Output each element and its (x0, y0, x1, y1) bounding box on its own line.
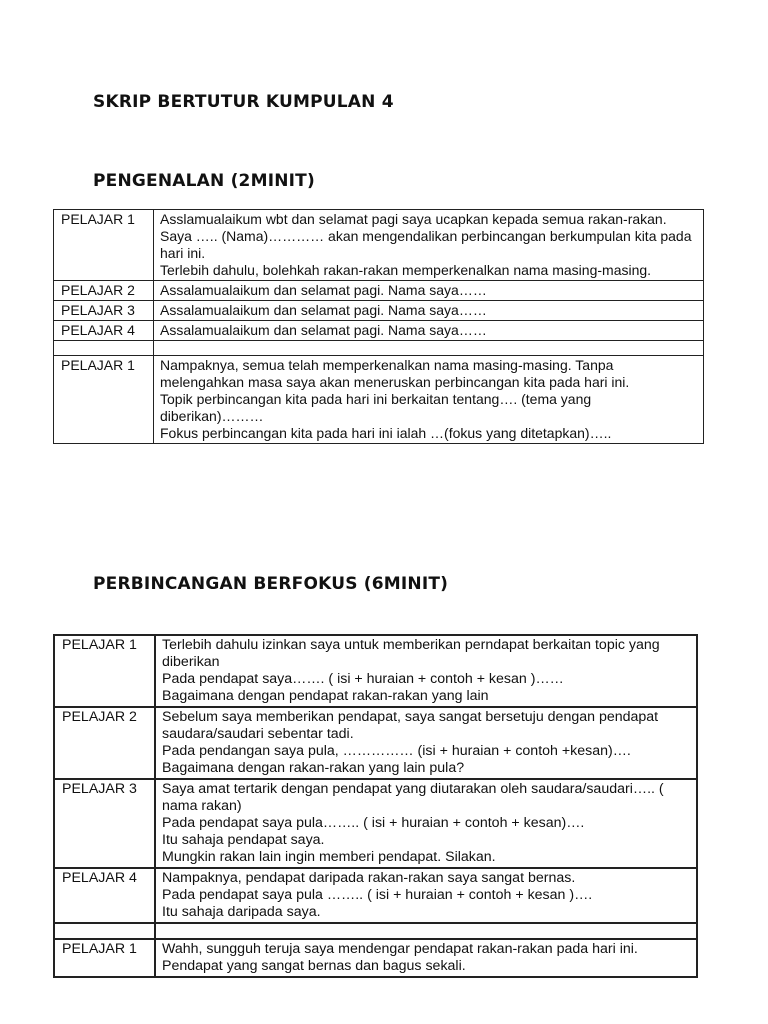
speaker-cell: PELAJAR 4 (54, 868, 155, 923)
dialogue-line: Itu sahaja daripada saya. (162, 904, 321, 920)
table-row (54, 939, 697, 977)
speaker-cell: PELAJAR 3 (54, 301, 154, 321)
speaker-cell (54, 923, 155, 939)
dialogue-line: Fokus perbincangan kita pada hari ini ialah …(fokus yang ditetapkan)….. (160, 425, 612, 441)
speaker-cell: PELAJAR 1 (54, 939, 155, 977)
dialogue-cell (155, 635, 697, 707)
speaker-cell: PELAJAR 1 (54, 635, 155, 707)
dialogue-cell (154, 210, 704, 281)
dialogue-line: Nampaknya, semua telah memperkenalkan nama masing-masing. Tanpa melengahkan masa saya akan meneruskan perbincangan kita pada hari ini. (160, 357, 630, 390)
dialogue-cell (154, 356, 704, 444)
dialogue-line: Bagaimana dengan pendapat rakan-rakan yang lain (162, 688, 489, 704)
table-row (54, 707, 697, 779)
dialogue-line: Pada pendapat saya pula …….. ( isi + huraian + contoh + kesan )…. (162, 887, 593, 903)
dialogue-line: Assalamualaikum dan selamat pagi. Nama saya…… (160, 322, 487, 338)
dialogue-line: Saya amat tertarik dengan pendapat yang diutarakan oleh saudara/saudari….. ( nama rakan) (162, 781, 664, 814)
table-row (54, 341, 704, 356)
speaker-cell: PELAJAR 1 (54, 210, 154, 281)
speaker-cell: PELAJAR 2 (54, 707, 155, 779)
dialogue-line: Topik perbincangan kita pada hari ini berkaitan tentang…. (tema yang diberikan)……… (160, 391, 592, 424)
dialogue-line: Sebelum saya memberikan pendapat, saya sangat bersetuju dengan pendapat saudara/saudari sebentar tadi. (162, 709, 659, 742)
dialogue-cell (155, 923, 697, 939)
dialogue-line: Pada pendapat saya pula…….. ( isi + huraian + contoh + kesan)…. (162, 815, 585, 831)
dialogue-line: Assalamualaikum dan selamat pagi. Nama saya…… (160, 282, 487, 298)
table-row (54, 356, 704, 444)
table-row (54, 635, 697, 707)
dialogue-cell (155, 939, 697, 977)
speaker-cell (54, 341, 154, 356)
dialogue-cell (155, 779, 697, 868)
dialogue-cell (155, 868, 697, 923)
dialogue-cell (154, 321, 704, 341)
table-row (54, 281, 704, 301)
table-row (54, 779, 697, 868)
dialogue-line: Terlebih dahulu izinkan saya untuk memberikan perndapat berkaitan topic yang diberikan (162, 637, 660, 670)
table-row (54, 321, 704, 341)
table-row (54, 868, 697, 923)
script-table-perbincangan (53, 634, 698, 978)
dialogue-line: Saya ….. (Nama)………… akan mengendalikan perbincangan berkumpulan kita pada hari ini. (160, 228, 692, 261)
section-heading-perbincangan: PERBINCANGAN BERFOKUS (6MINIT) (93, 574, 449, 594)
script-table-pengenalan (53, 209, 704, 444)
dialogue-line: Nampaknya, pendapat daripada rakan-rakan saya sangat bernas. (162, 870, 576, 886)
table-row (54, 210, 704, 281)
dialogue-line: Pada pendapat saya……. ( isi + huraian + contoh + kesan )…… (162, 671, 564, 687)
speaker-cell: PELAJAR 1 (54, 356, 154, 444)
dialogue-cell (154, 301, 704, 321)
speaker-cell: PELAJAR 2 (54, 281, 154, 301)
dialogue-line: Pendapat yang sangat bernas dan bagus sekali. (162, 958, 466, 974)
speaker-cell: PELAJAR 3 (54, 779, 155, 868)
dialogue-line: Terlebih dahulu, bolehkah rakan-rakan memperkenalkan nama masing-masing. (160, 262, 652, 278)
dialogue-cell (154, 281, 704, 301)
section-heading-pengenalan: PENGENALAN (2MINIT) (93, 171, 315, 191)
dialogue-line: Bagaimana dengan rakan-rakan yang lain pula? (162, 760, 465, 776)
document-title: SKRIP BERTUTUR KUMPULAN 4 (93, 92, 394, 112)
dialogue-cell (155, 707, 697, 779)
dialogue-line: Pada pendangan saya pula, …………… (isi + huraian + contoh +kesan)…. (162, 743, 631, 759)
dialogue-line: Itu sahaja pendapat saya. (162, 832, 325, 848)
dialogue-cell (154, 341, 704, 356)
dialogue-line: Asslamualaikum wbt dan selamat pagi saya ucapkan kepada semua rakan-rakan. (160, 211, 667, 227)
dialogue-line: Assalamualaikum dan selamat pagi. Nama saya…… (160, 302, 487, 318)
table-row (54, 923, 697, 939)
dialogue-line: Wahh, sungguh teruja saya mendengar pendapat rakan-rakan pada hari ini. (162, 941, 638, 957)
speaker-cell: PELAJAR 4 (54, 321, 154, 341)
dialogue-line: Mungkin rakan lain ingin memberi pendapat. Silakan. (162, 849, 496, 865)
table-row (54, 301, 704, 321)
